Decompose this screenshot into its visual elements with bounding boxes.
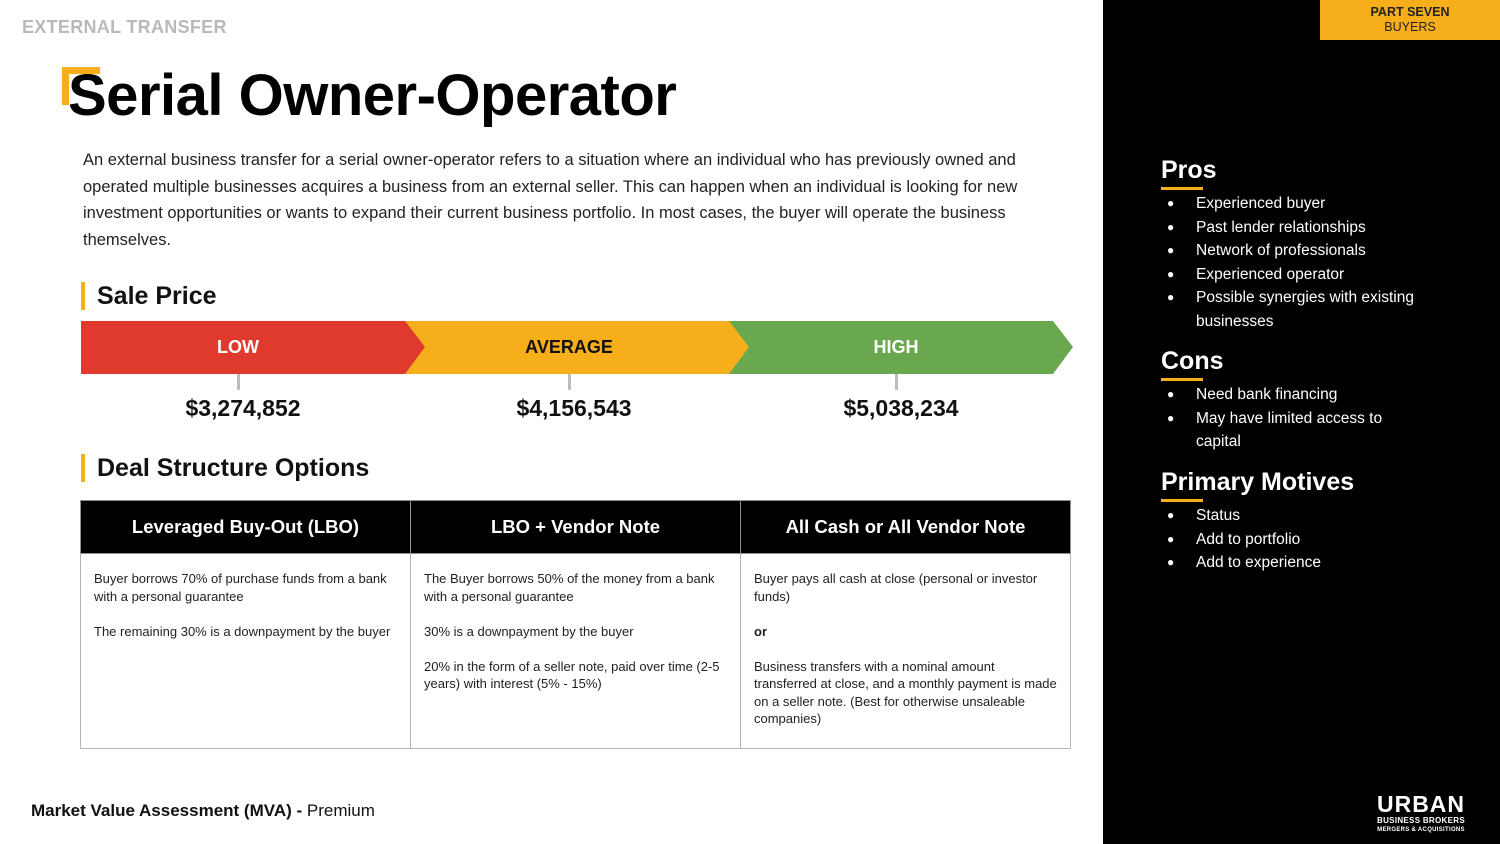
company-logo — [1365, 792, 1477, 834]
pros-list — [1161, 192, 1431, 333]
price-segment-label: LOW — [217, 337, 259, 357]
price-value: $3,274,852 — [185, 395, 301, 421]
cons-heading-text: Cons — [1161, 347, 1224, 375]
deal-cell-text: The remaining 30% is a downpayment by the buyer — [94, 623, 391, 639]
list-item: ● Add to portfolio — [1161, 528, 1431, 552]
section-tag-part: PART SEVEN — [1370, 5, 1450, 19]
deal-cell-text: or — [754, 623, 767, 639]
price-segment-label: AVERAGE — [525, 337, 613, 357]
deal-cell-lbo — [81, 554, 411, 749]
heading-underline — [1161, 378, 1203, 381]
deal-cell-text: The Buyer borrows 50% of the money from a bank with a personal guarantee — [424, 571, 715, 604]
logo-subtitle: BUSINESS BROKERS — [1377, 816, 1465, 825]
deal-cell-text: Buyer pays all cash at close (personal or investor funds) — [754, 571, 1038, 604]
price-segment-label: HIGH — [873, 337, 919, 357]
deal-header-row — [81, 501, 1071, 554]
section-tag — [1320, 0, 1500, 40]
heading-underline — [1161, 187, 1203, 190]
deal-column-header: Leveraged Buy-Out (LBO) — [81, 501, 411, 554]
cons-list — [1161, 383, 1431, 454]
deal-cell-lbo-vendor-note — [411, 554, 741, 749]
intro-paragraph: An external business transfer for a serial owner-operator refers to a situation where an individual who has previously owned and operated multiple businesses acquires a business from an external seller. This can happen when an individual is looking for new investment opportunities or wants to expand their current business portfolio. In most cases, the buyer will operate the business themselves. — [83, 151, 1018, 250]
deal-structure-table — [80, 500, 1071, 749]
deal-cell-text: 30% is a downpayment by the buyer — [424, 623, 634, 639]
list-item: ● Network of professionals — [1161, 239, 1431, 263]
motives-list — [1161, 504, 1431, 575]
footer-value: Premium — [302, 801, 375, 820]
list-item: ● Status — [1161, 504, 1431, 528]
pros-heading-text: Pros — [1161, 156, 1217, 184]
footer-note — [31, 801, 375, 821]
deal-cell-text: Buyer borrows 70% of purchase funds from a bank with a personal guarantee — [94, 571, 387, 604]
cons-heading — [1161, 347, 1224, 381]
heading-underline — [1161, 499, 1203, 502]
deal-cell-text: Business transfers with a nominal amount transferred at close, and a monthly payment is made on a seller note. (Best for otherwise unsaleable companies) — [754, 658, 1057, 726]
deal-cell-text: 20% in the form of a seller note, paid over time (2-5 years) with interest (5% - 15%) — [424, 658, 720, 691]
page-kicker: EXTERNAL TRANSFER — [22, 17, 227, 37]
sale-price-heading: Sale Price — [81, 282, 217, 310]
section-tag-topic: BUYERS — [1384, 20, 1436, 34]
list-item: ● Experienced buyer — [1161, 192, 1431, 216]
deal-cell-all-cash — [741, 554, 1071, 749]
list-item: ● Need bank financing — [1161, 383, 1431, 407]
pros-heading — [1161, 156, 1217, 190]
logo-tagline: MERGERS & ACQUISITIONS — [1377, 827, 1465, 833]
motives-heading-text: Primary Motives — [1161, 468, 1355, 496]
list-item: ● Experienced operator — [1161, 263, 1431, 287]
list-item: ● Possible synergies with existing businesses — [1161, 286, 1431, 333]
motives-heading — [1161, 468, 1354, 502]
logo-wordmark: URBAN — [1376, 791, 1466, 817]
deal-body-row — [81, 554, 1071, 749]
page-title: Serial Owner-Operator — [68, 63, 677, 128]
list-item: ● Past lender relationships — [1161, 216, 1431, 240]
price-tick — [895, 374, 898, 390]
list-item: ● Add to experience — [1161, 551, 1431, 575]
price-value: $5,038,234 — [843, 395, 959, 421]
deal-column-header: LBO + Vendor Note — [411, 501, 741, 554]
list-item: ● May have limited access to capital — [1161, 407, 1431, 454]
deal-column-header: All Cash or All Vendor Note — [741, 501, 1071, 554]
footer-label: Market Value Assessment (MVA) - — [31, 801, 303, 820]
deal-structure-heading: Deal Structure Options — [81, 454, 369, 482]
price-value: $4,156,543 — [516, 395, 632, 421]
price-tick — [237, 374, 240, 390]
price-tick — [568, 374, 571, 390]
